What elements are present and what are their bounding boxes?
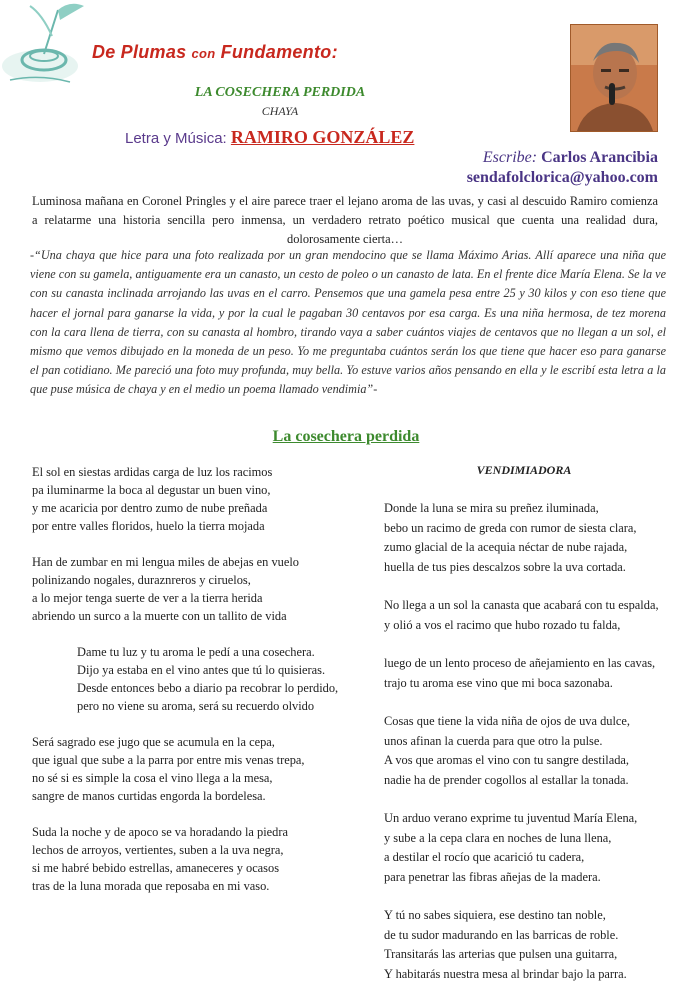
lyric-line: a destilar el rocío que acarició tu cadera, xyxy=(384,850,585,864)
lyric-line: Dame tu luz y tu aroma le pedí a una cosechera. xyxy=(77,645,315,659)
lyric-line: Un arduo verano exprime tu juventud María Elena, xyxy=(384,811,638,825)
stanza xyxy=(384,654,684,693)
lyric-line: huella de tus pies descalzos sobre la uva cortada. xyxy=(384,559,626,574)
lyric-line: Y habitarás nuestra mesa al brindar bajo la parra. xyxy=(384,966,627,981)
lyric-line: y sube a la cepa clara en noches de luna llena, xyxy=(384,830,612,845)
lyric-line: no sé si es simple la cosa el vino llega a la mesa, xyxy=(32,771,273,785)
lyric-line: trajo tu aroma ese vino que mi boca sazonaba. xyxy=(384,675,613,690)
section-title xyxy=(92,42,338,63)
lyric-line: que igual que sube a la parra por entre mis venas trepa, xyxy=(32,753,305,767)
lyric-line: zumo glacial de la acequia néctar de nube rajada, xyxy=(384,540,628,554)
lyric-line: luego de un lento proceso de añejamiento en las cavas, xyxy=(384,656,656,670)
lyric-line: lechos de arroyos, vertientes, suben a la uva negra, xyxy=(32,843,284,857)
lyric-line: No llega a un sol la canasta que acabará con tu espalda, xyxy=(384,598,659,612)
stanza xyxy=(32,823,362,895)
stanza xyxy=(32,643,362,715)
lyric-line: Desde entonces bebo a diario pa recobrar lo perdido, xyxy=(77,681,339,695)
lyric-line: unos afinan la cuerda para que otro la pulse. xyxy=(384,733,603,748)
section-title-lead: De xyxy=(92,42,116,62)
section-title-word2: con xyxy=(191,46,216,61)
stanza xyxy=(384,906,684,984)
lyrics-right-column xyxy=(384,499,684,1003)
lyric-line: si me habré bebido estrellas, amaneceres y ocasos xyxy=(32,861,280,875)
lyric-line: por entre valles floridos, huelo la tierra mojada xyxy=(32,519,265,533)
lyric-line: a lo mejor tenga suerte de ver a la tierra herida xyxy=(32,591,263,605)
lyric-line: bebo un racimo de greda con rumor de siesta clara, xyxy=(384,520,637,535)
lyric-line: sangre de manos curtidas engorda la bordelesa. xyxy=(32,789,266,803)
section-title-word3: Fundamento: xyxy=(220,42,338,62)
lyric-line: polinizando nogales, duraznreros y ciruelos, xyxy=(32,573,251,587)
lyric-line: Suda la noche y de apoco se va horadando la piedra xyxy=(32,825,288,839)
intro-paragraph: Luminosa mañana en Coronel Pringles y el aire parece traer el lejano aroma de las uvas, y casi al descuido Ramiro comienza a relatarme una historia sencilla pero inmensa, un verdadero retrato poético musical que cuenta una realidad dura, dolorosamente cierta… xyxy=(32,194,658,246)
lyric-line: pa iluminarme la boca al degustar un buen vino, xyxy=(32,483,271,497)
lyric-line: nadie ha de prender cogollos al estallar la tonada. xyxy=(384,772,629,787)
writer-label: Escribe: xyxy=(482,149,538,166)
lyric-line: abriendo un surco a la muerte con un tallito de vida xyxy=(32,609,287,623)
lyric-line: tras de la luna morada que reposaba en mi vaso. xyxy=(32,879,270,893)
song-credit xyxy=(125,127,414,148)
writer-info xyxy=(467,148,658,188)
credit-separator: : xyxy=(222,130,231,147)
section-title-word1: Plumas xyxy=(120,42,187,62)
stanza xyxy=(384,712,684,790)
lyric-line: El sol en siestas ardidas carga de luz los racimos xyxy=(32,465,273,479)
lyric-line: Transitarás las arterias que pulsen una guitarra, xyxy=(384,947,618,961)
lyrics-left-column xyxy=(32,463,362,913)
writer-email: sendafolclorica@yahoo.com xyxy=(466,169,658,186)
author-photo xyxy=(570,24,658,132)
author-name: RAMIRO GONZÁLEZ xyxy=(230,127,415,147)
poem-title: La cosechera perdida xyxy=(272,428,420,445)
lyric-line: Y tú no sabes siquiera, ese destino tan noble, xyxy=(384,908,606,922)
writer-name: Carlos Arancibia xyxy=(541,149,658,166)
lyric-line: de tu sudor madurando en las barricas de roble. xyxy=(384,927,619,942)
stanza xyxy=(384,499,684,577)
stanza xyxy=(384,596,684,635)
vendimiadora-title: VENDIMIADORA xyxy=(476,463,572,477)
stanza xyxy=(32,733,362,805)
quote-paragraph: -“Una chaya que hice para una foto realizada por un gran mendocino que se llama Máximo Arias. Allí aparece una niña que viene con su gamela, antiguamente era un canasto, un cesto de poleo o un canasto de lata. En el frente dice María Elena. Se la ve con su canasta inclinada arrojando las uvas en el carro. Pensemos que una gamela pesa entre 25 y 30 kilos y con eso tiene que hacer el jornal para ganarse la vida, y por la cual le pagaban 30 centavos por esa carga. Es una niña hermosa, de tez morena con la cara llena de tierra, con su canasta al hombro, tirando vaya a saber cuántos viajes de centavos que no llegan a un sol, el mismo que vemos dibujado en la moneda de un peso. Yo me preguntaba cuántos serán los que tiene que hacer eso para ganarse el pan cotidiano. Me pareció una foto muy profunda, muy bella. Yo estuve varios años pensando en ella y le escribí esta letra a la que puse música de chaya y en el medio un poema llamado vendimia”- xyxy=(30,248,666,397)
lyric-line: Donde la luna se mira su preñez iluminada, xyxy=(384,501,599,515)
lyric-line: pero no viene su aroma, será su recuerdo olvido xyxy=(77,699,315,713)
lyric-line: Han de zumbar en mi lengua miles de abejas en vuelo xyxy=(32,555,299,569)
stanza xyxy=(32,463,362,535)
lyric-line: para penetrar las fibras añejas de la madera. xyxy=(384,869,601,884)
lyric-line: y olió a vos el racimo que hubo rozado tu falda, xyxy=(384,617,621,632)
credit-label: Letra y Música xyxy=(125,130,223,147)
stanza xyxy=(32,553,362,625)
song-genre: CHAYA xyxy=(261,104,299,118)
lyric-line: A vos que aromas el vino con tu sangre destilada, xyxy=(384,753,629,767)
lyric-line: Cosas que tiene la vida niña de ojos de uva dulce, xyxy=(384,714,631,728)
lyric-line: Será sagrado ese jugo que se acumula en la cepa, xyxy=(32,735,275,749)
lyric-line: Dijo ya estaba en el vino antes que tú lo quisieras. xyxy=(77,663,326,677)
lyric-line: y me acaricia por dentro zumo de nube preñada xyxy=(32,501,268,515)
song-title: LA COSECHERA PERDIDA xyxy=(194,85,366,100)
stanza xyxy=(384,809,684,887)
